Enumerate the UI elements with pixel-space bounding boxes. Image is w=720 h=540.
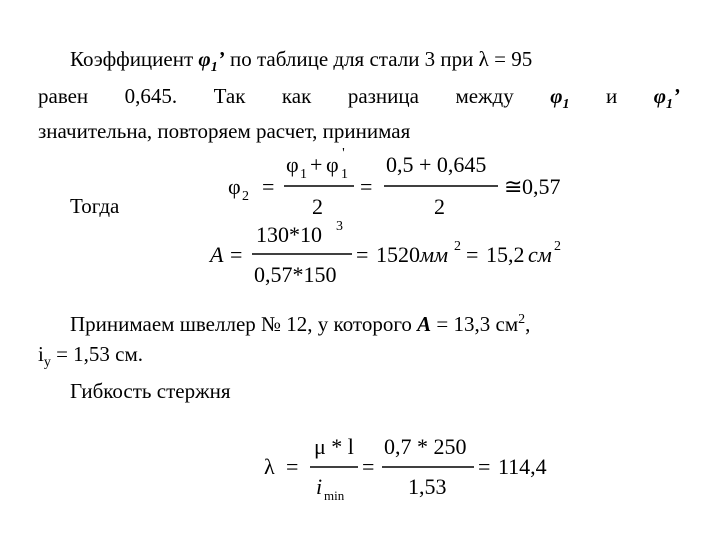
para2-sup: 2 xyxy=(518,312,526,327)
word-tak: Так xyxy=(213,84,246,108)
para1-text-a: Коэффициент xyxy=(70,47,194,71)
iy-symbol: i xyxy=(38,342,44,366)
eq3-den-b: 1,53 xyxy=(408,474,447,499)
eq1-result: 0,57 xyxy=(522,174,561,199)
phi1-symbol: $\varphi_1$’ xyxy=(198,47,225,76)
word-raznitsa: разница xyxy=(347,84,419,108)
value-0645: 0,645. xyxy=(124,84,178,108)
para2-text-b: = 13,3 см xyxy=(436,312,519,336)
para1-text-b: по таблице для стали 3 при xyxy=(229,47,474,71)
eq3-den-sub: min xyxy=(324,488,345,503)
lambda-symbol: λ xyxy=(478,47,489,71)
para2-text-a: Принимаем швеллер № 12, у которого xyxy=(70,312,412,336)
eq2-lhs: A xyxy=(210,242,224,267)
para2-line1 xyxy=(70,307,530,337)
equation-phi2 xyxy=(220,148,600,225)
eq1-den: 2 xyxy=(312,194,323,219)
eq1-num-sub1: 1 xyxy=(300,167,307,182)
eq1-lhs-sub: 2 xyxy=(242,189,249,204)
para1-line1 xyxy=(70,46,532,81)
eq3-num: μ * l xyxy=(314,434,354,459)
eq1-num-phi1: φ xyxy=(286,152,299,177)
eq2-equals-1: = xyxy=(230,242,243,267)
eq1-num-b: 0,5 + 0,645 xyxy=(386,152,487,177)
eq2-num-exp: 3 xyxy=(336,219,343,234)
eq2-r2: 15,2 xyxy=(486,242,525,267)
togda-label: Тогда xyxy=(70,194,120,218)
para2-comma: , xyxy=(525,312,531,336)
eq2-equals-2: = xyxy=(356,242,369,267)
eq3-result: 114,4 xyxy=(498,454,547,479)
eq2-r1-unit: мм xyxy=(420,242,449,267)
phi1-symbol-2: $\varphi_1$ xyxy=(550,84,570,113)
eq2-r1: 1520 xyxy=(376,242,420,267)
word-kak: как xyxy=(281,84,312,108)
word-mezhdu: между xyxy=(455,84,514,108)
equation-lambda xyxy=(260,432,580,517)
para1-line3: значительна, повторяем расчет, принимая xyxy=(38,119,411,143)
phi1-prime-symbol: $\varphi_1$’ xyxy=(653,84,680,113)
eq2-num: 130*10 xyxy=(256,222,322,247)
eq3-lhs: λ xyxy=(264,454,275,479)
eq3-equals-2: = xyxy=(362,454,375,479)
word-i: и xyxy=(605,84,618,108)
eq1-plus: + xyxy=(310,152,323,177)
para2-line2 xyxy=(38,341,143,376)
eq2-r2-unit: см xyxy=(528,242,552,267)
iy-sub: y xyxy=(43,355,51,371)
eq2-r2-exp: 2 xyxy=(554,239,561,254)
eq3-equals-3: = xyxy=(478,454,491,479)
eq1-num-phi1p: φ xyxy=(326,152,339,177)
iy-value: = 1,53 см. xyxy=(50,342,144,366)
eq3-equals-1: = xyxy=(286,454,299,479)
eq1-equals-1: = xyxy=(262,174,275,199)
para1-text-c: = 95 xyxy=(494,47,533,71)
eq3-num-b: 0,7 * 250 xyxy=(384,434,467,459)
eq2-r1-exp: 2 xyxy=(454,239,461,254)
equation-area xyxy=(204,218,604,295)
eq3-den: i xyxy=(316,474,323,499)
eq2-den: 0,57*150 xyxy=(254,262,337,287)
eq1-num-sub2: 1 xyxy=(341,167,348,182)
area-symbol: A xyxy=(417,312,432,336)
eq1-den-b: 2 xyxy=(434,194,445,219)
word-raven: равен xyxy=(38,84,89,108)
eq1-prime: ' xyxy=(342,148,345,162)
para3-text: Гибкость стержня xyxy=(70,379,231,403)
eq2-equals-3: = xyxy=(466,242,479,267)
eq1-lhs: φ xyxy=(228,174,241,199)
eq1-equals-2: = xyxy=(360,174,373,199)
eq1-approx: ≅ xyxy=(504,174,523,199)
para1-line2 xyxy=(38,83,680,118)
